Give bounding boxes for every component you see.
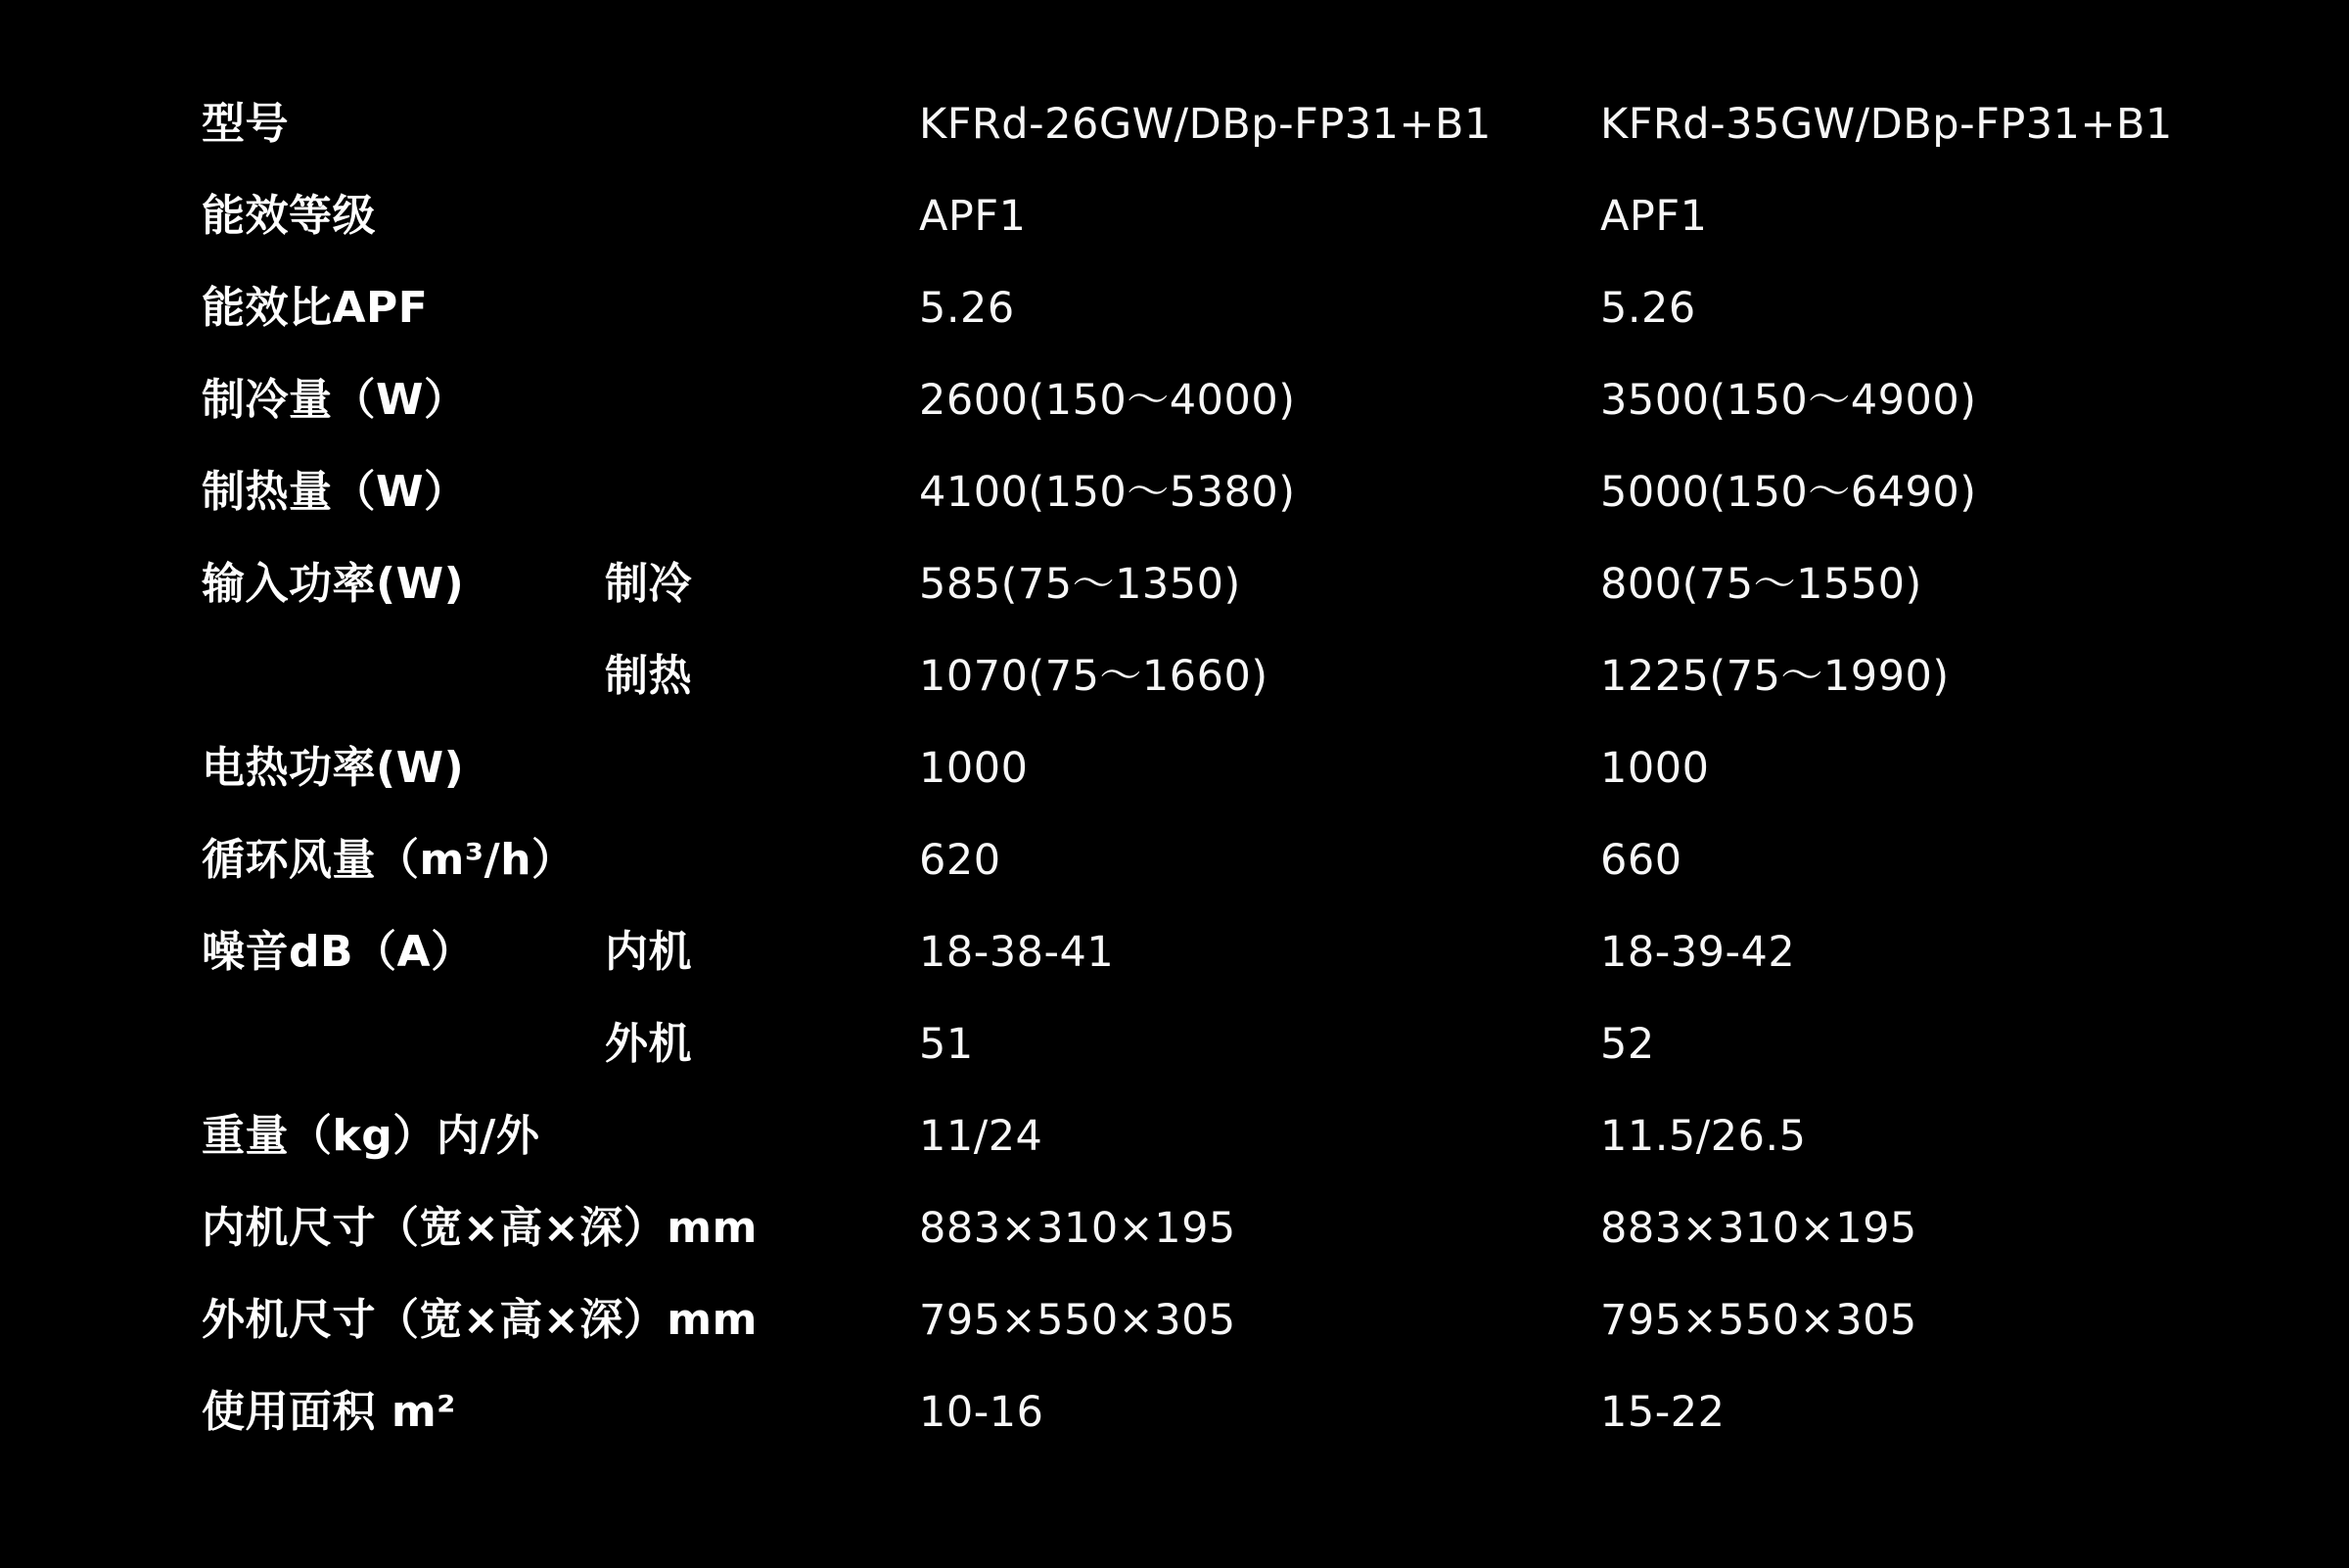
spec-row — [202, 1182, 2349, 1274]
spec-row-value-model-1: 620 — [919, 835, 1001, 885]
spec-row-value-model-2: 1225(75～1990) — [1600, 651, 1950, 701]
spec-row — [202, 630, 2349, 722]
spec-row-value-model-2: KFRd-35GW/DBp-FP31+B1 — [1600, 99, 2173, 149]
spec-row — [202, 722, 2349, 814]
spec-row-value-model-1: 4100(150～5380) — [919, 467, 1296, 517]
spec-row-label: 电热功率(W) — [202, 743, 465, 793]
spec-row — [202, 814, 2349, 906]
spec-row-value-model-2: 11.5/26.5 — [1600, 1111, 1807, 1161]
spec-row-value-model-2: APF1 — [1600, 191, 1708, 241]
spec-row-sublabel: 外机 — [605, 1019, 692, 1069]
spec-row-value-model-1: 5.26 — [919, 283, 1015, 333]
spec-row-value-model-1: 18-38-41 — [919, 927, 1115, 977]
spec-row-value-model-2: 52 — [1600, 1019, 1655, 1069]
spec-row-value-model-1: 883×310×195 — [919, 1203, 1236, 1253]
spec-row — [202, 354, 2349, 446]
spec-row-label: 内机尺寸（宽×高×深）mm — [202, 1203, 758, 1253]
spec-row-value-model-2: 3500(150～4900) — [1600, 375, 1977, 425]
spec-row-label: 输入功率(W) — [202, 559, 465, 609]
spec-row-sublabel: 制热 — [605, 651, 692, 701]
spec-row-label: 循环风量（m³/h） — [202, 835, 576, 885]
spec-row-value-model-1: 795×550×305 — [919, 1295, 1236, 1345]
spec-row-value-model-2: 5.26 — [1600, 283, 1696, 333]
spec-row — [202, 78, 2349, 170]
spec-row — [202, 170, 2349, 262]
spec-row-value-model-1: 1000 — [919, 743, 1029, 793]
spec-row-value-model-2: 1000 — [1600, 743, 1710, 793]
spec-row-value-model-1: 10-16 — [919, 1387, 1044, 1437]
spec-row-label: 能效比APF — [202, 283, 429, 333]
spec-row — [202, 998, 2349, 1090]
spec-row-value-model-1: APF1 — [919, 191, 1027, 241]
spec-row-sublabel: 内机 — [605, 927, 692, 977]
spec-row-sublabel: 制冷 — [605, 559, 692, 609]
spec-row — [202, 446, 2349, 538]
spec-row — [202, 906, 2349, 998]
spec-row-label: 能效等级 — [202, 191, 376, 241]
spec-row-label: 使用面积 m² — [202, 1387, 456, 1437]
spec-row — [202, 538, 2349, 630]
spec-row-label: 制热量（W） — [202, 467, 468, 517]
spec-row-label: 噪音dB（A） — [202, 927, 475, 977]
spec-row-value-model-2: 883×310×195 — [1600, 1203, 1917, 1253]
spec-row-value-model-1: 11/24 — [919, 1111, 1043, 1161]
spec-row-value-model-2: 15-22 — [1600, 1387, 1726, 1437]
spec-row-value-model-2: 800(75～1550) — [1600, 559, 1922, 609]
spec-row-value-model-2: 660 — [1600, 835, 1682, 885]
spec-row-label: 重量（kg）内/外 — [202, 1111, 540, 1161]
spec-row-value-model-2: 5000(150～6490) — [1600, 467, 1977, 517]
spec-row-label: 外机尺寸（宽×高×深）mm — [202, 1295, 758, 1345]
spec-row-value-model-1: 1070(75～1660) — [919, 651, 1268, 701]
spec-row-value-model-1: 585(75～1350) — [919, 559, 1241, 609]
spec-table — [202, 78, 2349, 1458]
spec-row — [202, 1274, 2349, 1366]
spec-row — [202, 262, 2349, 354]
spec-row — [202, 1366, 2349, 1458]
spec-row — [202, 1090, 2349, 1182]
spec-row-value-model-1: 2600(150～4000) — [919, 375, 1296, 425]
spec-row-value-model-1: KFRd-26GW/DBp-FP31+B1 — [919, 99, 1492, 149]
spec-row-value-model-2: 795×550×305 — [1600, 1295, 1917, 1345]
spec-row-value-model-1: 51 — [919, 1019, 974, 1069]
spec-row-label: 制冷量（W） — [202, 375, 468, 425]
spec-row-value-model-2: 18-39-42 — [1600, 927, 1796, 977]
spec-row-label: 型号 — [202, 99, 289, 149]
